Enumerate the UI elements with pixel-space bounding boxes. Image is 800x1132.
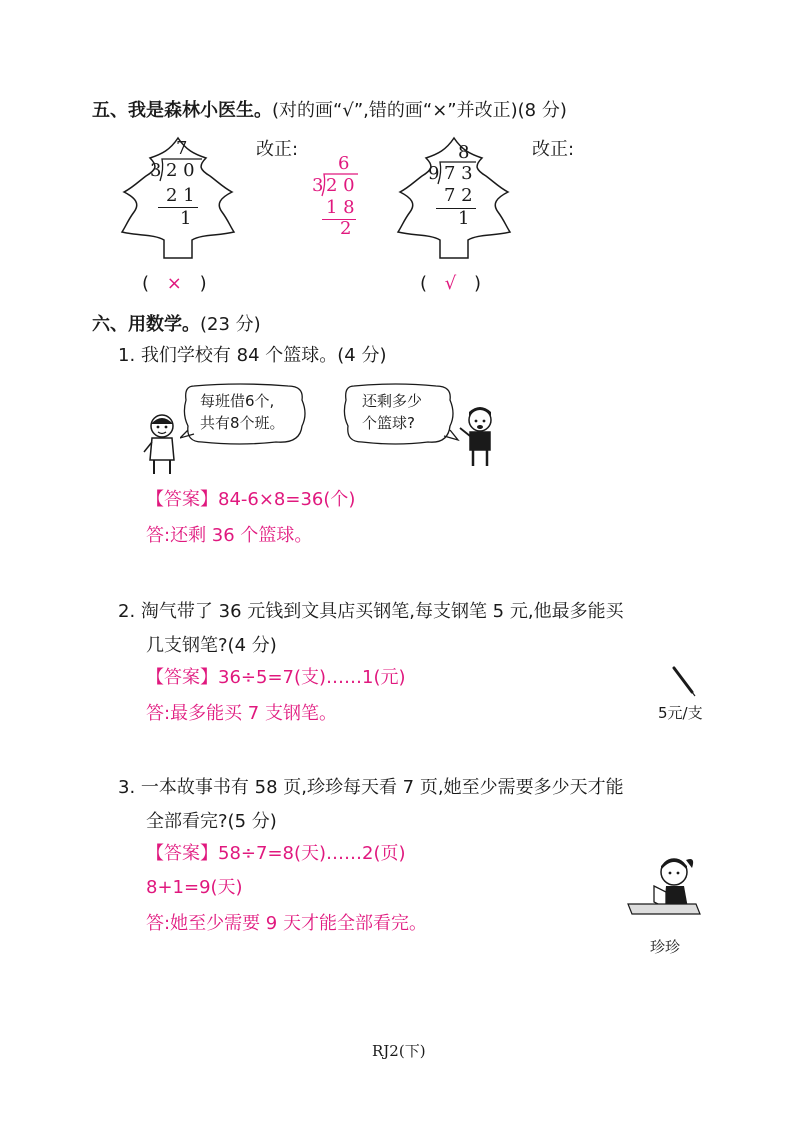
tree2-dividend: 7 3 xyxy=(444,163,473,184)
tree2-mark-box xyxy=(420,268,481,300)
q3-answer: 【答案】58÷7=8(天)……2(页) xyxy=(146,843,406,864)
tree2-remainder: 1 xyxy=(458,208,470,229)
q3-line-2: 全部看完?(5 分) xyxy=(146,811,277,832)
tree2-divisor: 9 xyxy=(428,163,440,184)
tree2-rule xyxy=(436,208,476,209)
q1-reply: 答:还剩 36 个篮球。 xyxy=(146,525,313,546)
tree1-paren-close: ) xyxy=(199,273,207,294)
student-girl-icon xyxy=(140,410,184,476)
bubble-left-line-2: 共有8个班。 xyxy=(200,414,285,432)
q2-line-2: 几支钢笔?(4 分) xyxy=(146,635,277,656)
section6-title-rest: (23 分) xyxy=(200,314,261,335)
q2-answer: 【答案】36÷5=7(支)……1(元) xyxy=(146,667,406,688)
tree1-product: 2 1 xyxy=(166,185,195,206)
bubble-left-line-1: 每班借6个, xyxy=(200,392,275,410)
section5-title-bold: 五、我是森林小医生。 xyxy=(92,100,272,121)
bubble-right-line-1: 还剩多少 xyxy=(362,392,423,410)
q3-line-1: 3. 一本故事书有 58 页,珍珍每天看 7 页,她至少需要多少天才能 xyxy=(118,777,624,798)
bubble-right-line-2: 个篮球? xyxy=(362,414,415,432)
pen-icon xyxy=(668,664,698,698)
correction-label-2: 改正: xyxy=(532,139,575,160)
tree1-quotient: 7 xyxy=(176,138,188,159)
girl-reading-icon xyxy=(626,852,702,922)
correction-label-1: 改正: xyxy=(256,139,299,160)
pen-price-label: 5元/支 xyxy=(658,704,703,722)
q1-answer: 【答案】84-6×8=36(个) xyxy=(146,489,356,510)
tree2-product: 7 2 xyxy=(444,185,473,206)
tree1-remainder: 1 xyxy=(180,208,192,229)
bubble-right-text xyxy=(362,390,422,434)
tree1-mark-box xyxy=(142,268,207,300)
page-code: RJ2(下) xyxy=(372,1042,426,1060)
tree1-divisor: 3 xyxy=(150,160,162,181)
tree1-rule xyxy=(158,207,198,208)
q3-step: 8+1=9(天) xyxy=(146,877,243,898)
tree1-dividend: 2 0 xyxy=(166,160,195,181)
tree2-paren-open: ( xyxy=(420,273,428,294)
section5-title-rest: (对的画“√”,错的画“×”并改正)(8 分) xyxy=(272,100,567,121)
q3-reply: 答:她至少需要 9 天才能全部看完。 xyxy=(146,913,427,934)
tree2-quotient: 8 xyxy=(458,142,470,163)
fix1-product: 1 8 xyxy=(326,197,355,218)
bubble-left-text xyxy=(200,390,285,434)
check-mark-icon: √ xyxy=(444,273,457,294)
student-boy-icon xyxy=(458,404,502,470)
q1-text: 1. 我们学校有 84 个篮球。(4 分) xyxy=(118,345,387,366)
zhenzhen-label: 珍珍 xyxy=(650,938,681,956)
tree1-paren-open: ( xyxy=(142,273,150,294)
fix1-remainder: 2 xyxy=(340,218,352,239)
fix1-quotient: 6 xyxy=(338,153,350,174)
fix1-divisor: 3 xyxy=(312,175,324,196)
tree2-paren-close: ) xyxy=(473,273,482,294)
q2-line-1: 2. 淘气带了 36 元钱到文具店买钢笔,每支钢笔 5 元,他最多能买 xyxy=(118,601,624,622)
fix1-dividend: 2 0 xyxy=(326,175,355,196)
q2-reply: 答:最多能买 7 支钢笔。 xyxy=(146,703,337,724)
section6-title-bold: 六、用数学。 xyxy=(92,314,200,335)
wrong-mark-icon: × xyxy=(166,273,182,294)
section5-title xyxy=(92,96,567,122)
section6-title xyxy=(92,310,261,336)
